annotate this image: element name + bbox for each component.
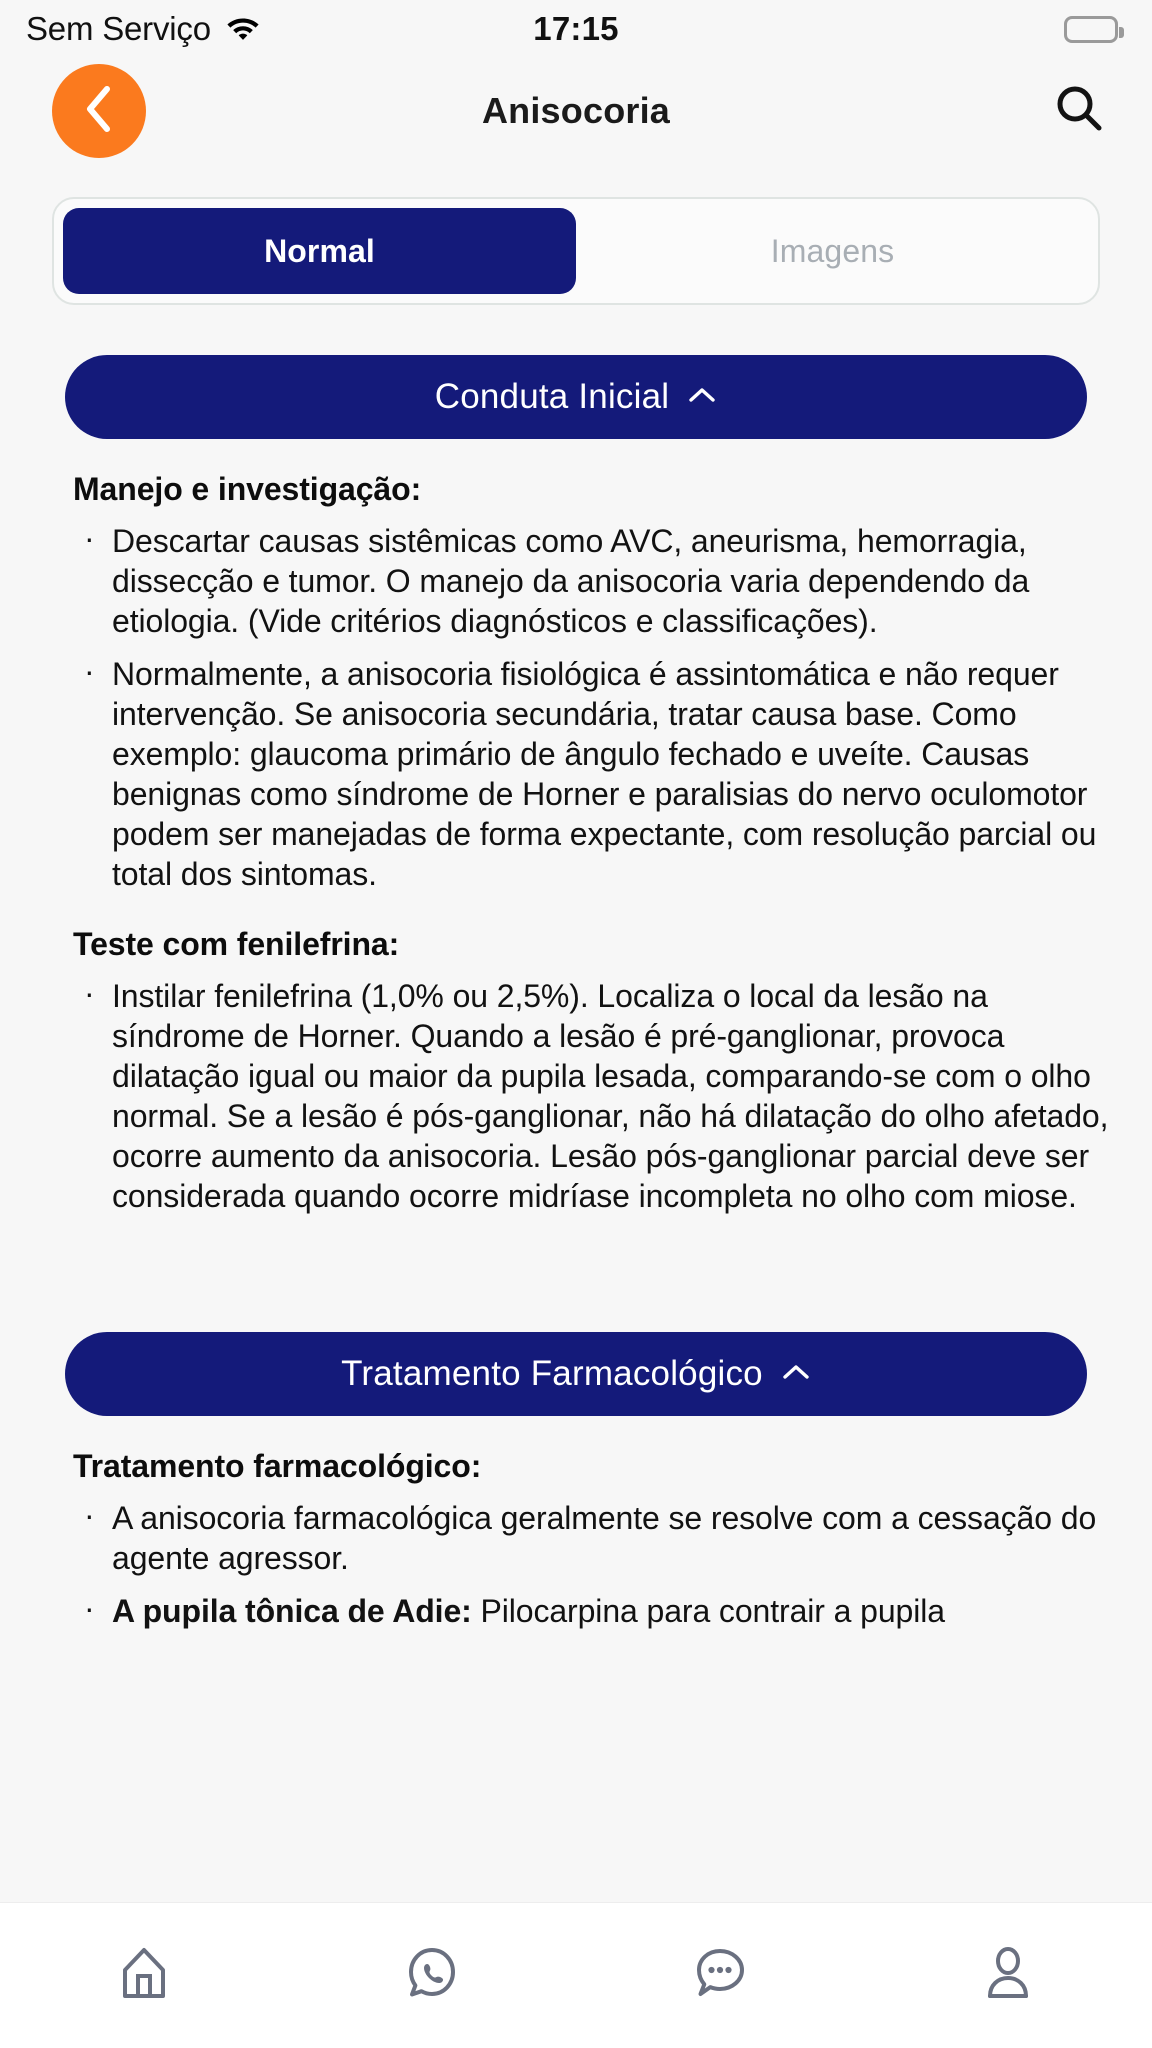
tab-profile[interactable] (864, 1942, 1152, 2009)
section-body-tratamento-farmacologico (0, 1448, 1152, 1631)
search-icon (1052, 82, 1106, 141)
segmented-control (52, 197, 1100, 305)
tab-normal[interactable]: Normal (63, 208, 576, 294)
tab-imagens[interactable]: Imagens (770, 232, 895, 269)
subsection-heading-tratamento: Tratamento farmacológico: (73, 1448, 482, 1484)
tab-whatsapp[interactable] (288, 1942, 576, 2009)
list-item: · Descartar causas sistêmicas como AVC, aneurisma, hemorragia, dissecção e tumor. O manejo da anisocoria varia dependendo da etiologia. (Vide critérios diagnósticos e classificações). (40, 521, 1112, 641)
accordion-label: Conduta Inicial (434, 377, 670, 416)
tab-chat[interactable] (576, 1942, 864, 2009)
bullet-list-manejo (40, 521, 1112, 894)
status-time: 17:15 (533, 10, 619, 47)
page-title: Anisocoria (481, 90, 671, 131)
section-body-conduta-inicial (0, 471, 1152, 1216)
list-item-bold-lead: A pupila tônica de Adie: (112, 1593, 472, 1629)
chat-bubble-icon (689, 1942, 751, 2009)
subsection-heading-fenilefrina: Teste com fenilefrina: (73, 926, 400, 962)
chevron-up-icon (687, 385, 717, 410)
list-item: · Normalmente, a anisocoria fisiológica é assintomática e não requer intervenção. Se anisocoria secundária, tratar causa base. Como exemplo: glaucoma primário de ângulo fechado e uveíte. Causas benignas como síndrome de Horner e paralisias do nervo oculomotor podem ser manejadas de forma expectante, com resolução parcial ou total dos sintomas. (40, 654, 1112, 894)
status-bar (0, 0, 1152, 58)
navigation-bar (0, 58, 1152, 164)
list-item: · Instilar fenilefrina (1,0% ou 2,5%). Localiza o local da lesão na síndrome de Horner. Quando a lesão é pré-ganglionar, provoca dilatação igual ou maior da pupila lesada, comparando-se com o olho normal. Se a lesão é pós-ganglionar, não há dilatação do olho afetado, ocorre aumento da anisocoria. Lesão pós-ganglionar parcial deve ser considerada quando ocorre midríase incompleta no olho com miose. (40, 976, 1112, 1216)
carrier-label: Sem Serviço (26, 10, 211, 47)
bullet-list-tratamento (40, 1498, 1112, 1631)
status-bar-left (26, 10, 261, 48)
accordion-label: Tratamento Farmacológico (341, 1354, 763, 1393)
chevron-left-icon (82, 83, 116, 140)
list-item-partial (40, 1591, 1112, 1631)
list-item-rest: Pilocarpina para contrair a pupila (471, 1593, 945, 1629)
content-scroll-area[interactable] (0, 305, 1152, 1902)
home-icon (113, 1942, 175, 2009)
bullet-list-fenilefrina (40, 976, 1112, 1216)
accordion-header-conduta-inicial[interactable] (65, 355, 1087, 439)
battery-icon (1064, 16, 1118, 43)
back-button[interactable] (52, 64, 146, 158)
search-button[interactable] (1048, 80, 1110, 142)
person-icon (977, 1942, 1039, 2009)
tab-home[interactable] (0, 1942, 288, 2009)
section-spacer (0, 1216, 1152, 1282)
wifi-icon (225, 13, 261, 45)
whatsapp-icon (401, 1942, 463, 2009)
chevron-up-icon (781, 1362, 811, 1387)
bottom-tab-bar (0, 1902, 1152, 2048)
list-item: · A anisocoria farmacológica geralmente se resolve com a cessação do agente agressor. (40, 1498, 1112, 1578)
status-bar-right (1064, 16, 1118, 43)
scroll-fade-mask (0, 1876, 1152, 1902)
accordion-header-tratamento-farmacologico[interactable] (65, 1332, 1087, 1416)
subsection-heading-manejo: Manejo e investigação: (73, 471, 422, 507)
